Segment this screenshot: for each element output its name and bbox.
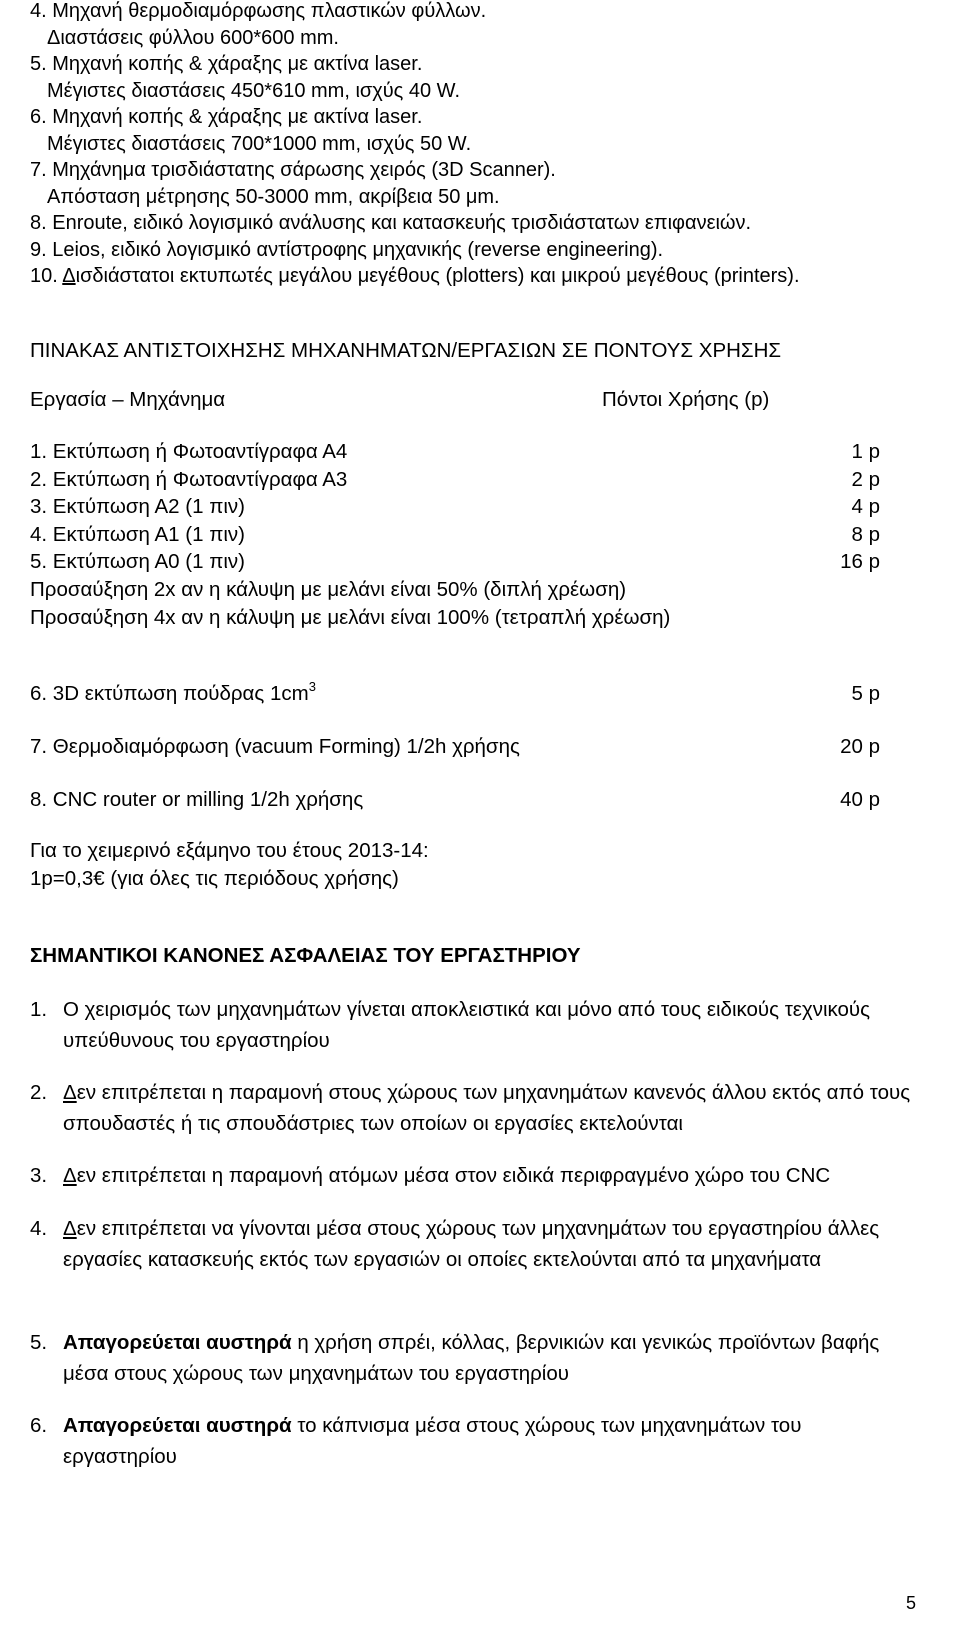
rule-number: 1. bbox=[30, 998, 48, 1021]
safety-rule bbox=[30, 1213, 913, 1275]
column-header-points: Πόντοι Χρήσης (p) bbox=[602, 388, 770, 411]
column-header-task: Εργασία – Μηχάνημα bbox=[30, 388, 226, 411]
row-task: 1. Εκτύπωση ή Φωτοαντίγραφα Α4 bbox=[30, 440, 348, 463]
rule-emphasis: Απαγορεύεται αυστηρά bbox=[63, 1331, 292, 1354]
points-table-title: ΠΙΝΑΚΑΣ ΑΝΤΙΣΤΟΙΧΗΣΗΣ ΜΗΧΑΝΗΜΑΤΩΝ/ΕΡΓΑΣΙΩΝ ΣΕ ΠΟΝΤΟΥΣ ΧΡΗΣΗΣ bbox=[30, 339, 782, 362]
safety-rule bbox=[30, 1077, 913, 1139]
rule-text: Δεν επιτρέπεται η παραμονή στους χώρους των μηχανημάτων κανενός άλλου εκτός από τους σπουδαστές ή τις σπουδάστριες των οποίων οι εργασίες εκτελούνται bbox=[63, 1081, 911, 1135]
table-row bbox=[30, 466, 880, 494]
rule-number: 5. bbox=[30, 1331, 48, 1354]
equipment-detail: Μέγιστες διαστάσεις 700*1000 mm, ισχύς 50 W. bbox=[47, 132, 472, 155]
row-points: 1 p bbox=[851, 440, 880, 463]
rule-initial: Δ bbox=[63, 1217, 77, 1240]
price-note-line: 1p=0,3€ (για όλες τις περιόδους χρήσης) bbox=[30, 867, 399, 890]
row-points: 2 p bbox=[851, 467, 880, 491]
rule-rest: η χρήση σπρέι, κόλλας, βερνικιών και γενικώς προϊόντων βαφής μέσα στους χώρους των μηχανημάτων του εργαστηρίου bbox=[63, 1331, 880, 1385]
semester-note bbox=[30, 837, 429, 893]
surcharge-note bbox=[30, 576, 880, 604]
equipment-item: 7. Μηχάνημα τρισδιάστατης σάρωσης χειρός (3D Scanner). bbox=[30, 159, 556, 181]
item-initial: Δ bbox=[62, 265, 76, 287]
rule-initial: Δ bbox=[63, 1081, 77, 1104]
equipment-list bbox=[30, 0, 800, 290]
equipment-item: 10. Δισδιάστατοι εκτυπωτές μεγάλου μεγέθους (plotters) και μικρού μεγέθους (printers). bbox=[30, 265, 800, 287]
surcharge-note bbox=[30, 604, 880, 632]
rule-emphasis: Απαγορεύεται αυστηρά bbox=[63, 1414, 292, 1437]
superscript: 3 bbox=[308, 679, 316, 694]
row-task: 4. Εκτύπωση Α1 (1 πιν) bbox=[30, 522, 245, 546]
rule-number: 6. bbox=[30, 1414, 48, 1437]
safety-rule bbox=[30, 1327, 913, 1389]
row-task-text: 6. 3D εκτύπωση πούδρας 1cm bbox=[30, 682, 309, 705]
table-row bbox=[30, 680, 880, 708]
rule-text bbox=[63, 1327, 913, 1389]
surcharge-text: Προσαύξηση 4x αν η κάλυψη με μελάνι είναι 100% (τετραπλή χρέωση) bbox=[30, 605, 671, 629]
rule-rest: το κάπνισμα μέσα στους χώρους των μηχανημάτων του εργαστηρίου bbox=[63, 1414, 802, 1468]
table-row bbox=[30, 521, 880, 549]
equipment-item: 4. Μηχανή θερμοδιαμόρφωσης πλαστικών φύλλων. bbox=[30, 0, 487, 22]
table-row bbox=[30, 548, 880, 576]
safety-rule bbox=[30, 994, 913, 1056]
rule-text bbox=[63, 1410, 913, 1472]
row-points: 4 p bbox=[851, 495, 880, 519]
row-points: 40 p bbox=[840, 788, 880, 811]
semester-note-line: Για το χειμερινό εξάμηνο του έτους 2013-14: bbox=[30, 839, 429, 862]
row-task: 7. Θερμοδιαμόρφωση (vacuum Forming) 1/2h χρήσης bbox=[30, 735, 520, 758]
table-row bbox=[30, 493, 880, 521]
equipment-item: 5. Μηχανή κοπής & χάραξης με ακτίνα laser. bbox=[30, 53, 423, 75]
table-row bbox=[30, 733, 880, 761]
rule-text: Δεν επιτρέπεται να γίνονται μέσα στους χώρους των μηχανημάτων του εργαστηρίου άλλες εργασίες κατασκευής εκτός των εργασιών οι οποίες εκτελούνται από τα μηχανήματα bbox=[63, 1217, 880, 1271]
row-task: 2. Εκτύπωση ή Φωτοαντίγραφα Α3 bbox=[30, 467, 348, 491]
row-points: 20 p bbox=[840, 735, 880, 758]
row-points: 8 p bbox=[851, 522, 880, 546]
row-task bbox=[30, 680, 780, 708]
row-points: 5 p bbox=[851, 682, 880, 705]
equipment-item: 9. Leios, ειδικό λογισμικό αντίστροφης μηχανικής (reverse engineering). bbox=[30, 238, 664, 261]
row-task: 3. Εκτύπωση Α2 (1 πιν) bbox=[30, 495, 245, 519]
row-points: 16 p bbox=[840, 550, 880, 574]
rule-number: 2. bbox=[30, 1081, 48, 1104]
equipment-detail: Διαστάσεις φύλλου 600*600 mm. bbox=[47, 26, 339, 49]
equipment-item: 8. Enroute, ειδικό λογισμικό ανάλυσης και κατασκευής τρισδιάστατων επιφανειών. bbox=[30, 212, 752, 234]
points-table-print-rows bbox=[30, 438, 880, 631]
safety-rules-title: ΣΗΜΑΝΤΙΚΟΙ ΚΑΝΟΝΕΣ ΑΣΦΑΛΕΙΑΣ ΤΟΥ ΕΡΓΑΣΤΗΡΙΟΥ bbox=[30, 944, 581, 967]
equipment-detail: Απόσταση μέτρησης 50-3000 mm, ακρίβεια 50 μm. bbox=[47, 185, 500, 208]
rule-text: Δεν επιτρέπεται η παραμονή ατόμων μέσα στον ειδικά περιφραγμένο χώρο του CNC bbox=[63, 1164, 831, 1187]
row-task: 8. CNC router or milling 1/2h χρήσης bbox=[30, 788, 364, 811]
rule-initial: Δ bbox=[63, 1164, 77, 1187]
rule-number: 3. bbox=[30, 1164, 48, 1187]
safety-rule bbox=[30, 1160, 913, 1191]
rule-text: Ο χειρισμός των μηχανημάτων γίνεται αποκλειστικά και μόνο από τους ειδικούς τεχνικούς υπεύθυνους του εργαστηρίου bbox=[63, 998, 870, 1052]
page-number: 5 bbox=[906, 1593, 917, 1613]
rule-number: 4. bbox=[30, 1217, 48, 1240]
surcharge-text: Προσαύξηση 2x αν η κάλυψη με μελάνι είναι 50% (διπλή χρέωση) bbox=[30, 577, 627, 601]
table-row bbox=[30, 438, 880, 466]
equipment-item: 6. Μηχανή κοπής & χάραξης με ακτίνα laser. bbox=[30, 106, 423, 128]
equipment-detail: Μέγιστες διαστάσεις 450*610 mm, ισχύς 40 W. bbox=[47, 79, 460, 102]
points-table-header bbox=[30, 386, 769, 414]
row-task: 5. Εκτύπωση Α0 (1 πιν) bbox=[30, 550, 245, 574]
table-row bbox=[30, 786, 880, 814]
safety-rule bbox=[30, 1410, 913, 1472]
